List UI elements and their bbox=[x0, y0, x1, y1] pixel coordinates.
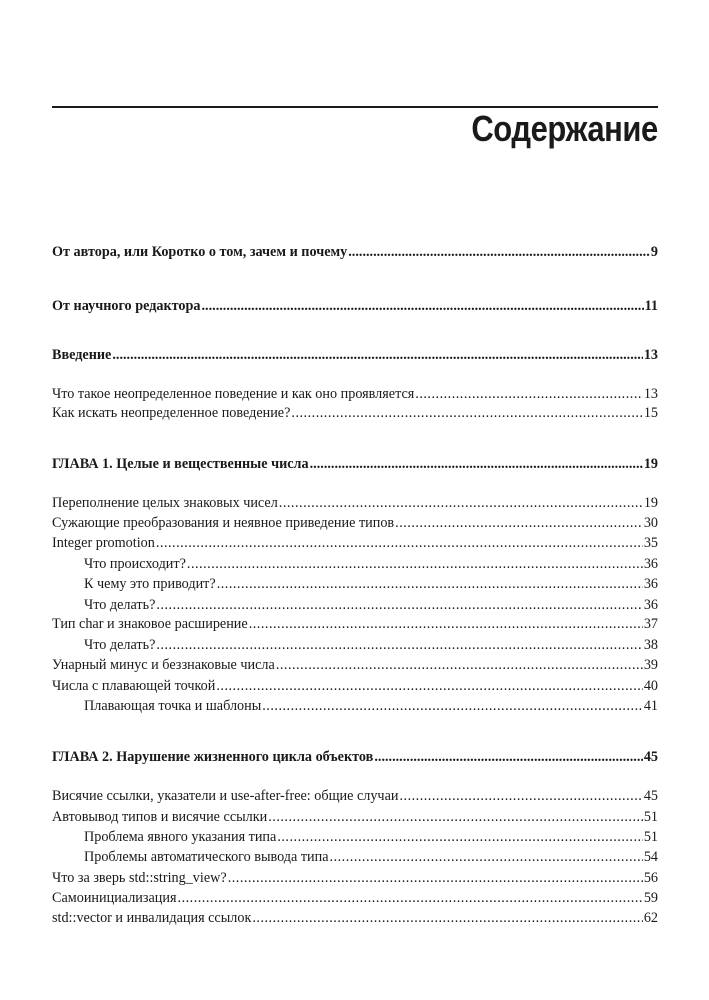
toc-entry[interactable] bbox=[52, 889, 658, 908]
toc-entry[interactable] bbox=[84, 828, 658, 847]
toc-entry-title: Висячие ссылки, указатели и use-after-free: общие случаи bbox=[52, 788, 399, 804]
toc-entry-page-number: 13 bbox=[643, 347, 658, 363]
toc-entry-page-number: 54 bbox=[643, 849, 658, 865]
toc-entry[interactable] bbox=[52, 615, 658, 634]
toc-entry-title: Что делать? bbox=[84, 597, 156, 613]
toc-entry[interactable] bbox=[52, 297, 658, 316]
dot-leader bbox=[112, 346, 642, 365]
toc-entry-title: ГЛАВА 2. Нарушение жизненного цикла объектов bbox=[52, 749, 374, 765]
toc-entry[interactable] bbox=[52, 808, 658, 827]
toc-entry-page-number: 35 bbox=[643, 535, 658, 551]
toc-entry-title: Что происходит? bbox=[84, 556, 186, 572]
toc-entry[interactable] bbox=[52, 869, 658, 888]
toc-entry-title: Что делать? bbox=[84, 637, 156, 653]
toc-entry[interactable] bbox=[52, 748, 658, 767]
dot-leader bbox=[291, 404, 642, 423]
toc-entry-page-number: 30 bbox=[643, 515, 658, 531]
dot-leader bbox=[216, 677, 642, 696]
toc-entry-page-number: 45 bbox=[643, 749, 658, 765]
dot-leader bbox=[156, 596, 642, 615]
dot-leader bbox=[330, 848, 643, 867]
toc-entry[interactable] bbox=[52, 243, 658, 262]
dot-leader bbox=[279, 494, 643, 513]
toc-entry-page-number: 39 bbox=[643, 657, 658, 673]
toc-entry-title: Плавающая точка и шаблоны bbox=[84, 698, 262, 714]
page-title: Содержание bbox=[471, 108, 658, 149]
toc-entry-page-number: 15 bbox=[643, 405, 658, 421]
toc-entry-page-number: 56 bbox=[643, 870, 658, 886]
toc-entry-page-number: 19 bbox=[643, 495, 658, 511]
toc-entry-page-number: 41 bbox=[643, 698, 658, 714]
toc-entry-title: Как искать неопределенное поведение? bbox=[52, 405, 291, 421]
dot-leader bbox=[178, 889, 643, 908]
toc-entry[interactable] bbox=[52, 656, 658, 675]
dot-leader bbox=[228, 869, 643, 888]
dot-leader bbox=[415, 385, 643, 404]
toc-entry-title: Проблемы автоматического вывода типа bbox=[84, 849, 329, 865]
toc-entry[interactable] bbox=[52, 677, 658, 696]
toc-entry-title: Что за зверь std::string_view? bbox=[52, 870, 227, 886]
toc-entry-title: ГЛАВА 1. Целые и вещественные числа bbox=[52, 456, 309, 472]
toc-entry-page-number: 62 bbox=[643, 910, 658, 926]
toc-entry-title: Тип char и знаковое расширение bbox=[52, 616, 248, 632]
dot-leader bbox=[156, 636, 642, 655]
dot-leader bbox=[262, 697, 643, 716]
toc-entry[interactable] bbox=[84, 555, 658, 574]
toc-entry[interactable] bbox=[84, 697, 658, 716]
toc-entry[interactable] bbox=[84, 575, 658, 594]
toc-entry[interactable] bbox=[52, 455, 658, 474]
toc-entry[interactable] bbox=[52, 346, 658, 365]
toc-entry[interactable] bbox=[52, 404, 658, 423]
toc-entry-page-number: 19 bbox=[643, 456, 658, 472]
toc-entry-page-number: 36 bbox=[643, 576, 658, 592]
dot-leader bbox=[187, 555, 643, 574]
dot-leader bbox=[374, 748, 642, 767]
toc-entry-title: Проблема явного указания типа bbox=[84, 829, 277, 845]
toc-entry-title: Integer promotion bbox=[52, 535, 155, 551]
toc-entry[interactable] bbox=[52, 494, 658, 513]
dot-leader bbox=[217, 575, 643, 594]
toc-entry[interactable] bbox=[84, 848, 658, 867]
toc-entry-page-number: 13 bbox=[643, 386, 658, 402]
toc-entry-title: Самоинициализация bbox=[52, 890, 177, 906]
toc-entry-title: std::vector и инвалидация ссылок bbox=[52, 910, 252, 926]
toc-entry-page-number: 11 bbox=[644, 298, 658, 314]
toc-entry-title: К чему это приводит? bbox=[84, 576, 216, 592]
toc-entry-page-number: 45 bbox=[643, 788, 658, 804]
toc-entry-page-number: 38 bbox=[643, 637, 658, 653]
toc-entry[interactable] bbox=[52, 787, 658, 806]
toc-entry-page-number: 37 bbox=[643, 616, 658, 632]
toc-entry[interactable] bbox=[84, 636, 658, 655]
toc-entry-page-number: 9 bbox=[650, 244, 658, 260]
dot-leader bbox=[249, 615, 643, 634]
toc-entry-title: Введение bbox=[52, 347, 112, 363]
toc-entry-title: Числа с плавающей точкой bbox=[52, 678, 216, 694]
dot-leader bbox=[252, 909, 642, 928]
dot-leader bbox=[276, 656, 643, 675]
toc-entry-title: Переполнение целых знаковых чисел bbox=[52, 495, 278, 511]
toc-entry-title: От автора, или Коротко о том, зачем и почему bbox=[52, 244, 348, 260]
dot-leader bbox=[348, 243, 650, 262]
toc-entry-page-number: 51 bbox=[643, 829, 658, 845]
dot-leader bbox=[277, 828, 642, 847]
toc-entry-page-number: 40 bbox=[643, 678, 658, 694]
toc-entry[interactable] bbox=[52, 385, 658, 404]
dot-leader bbox=[268, 808, 643, 827]
toc-entry-page-number: 51 bbox=[643, 809, 658, 825]
toc-entry[interactable] bbox=[52, 534, 658, 553]
toc-entry[interactable] bbox=[52, 514, 658, 533]
toc-entry[interactable] bbox=[52, 909, 658, 928]
toc-entry-title: Унарный минус и беззнаковые числа bbox=[52, 657, 275, 673]
toc-entry-title: Сужающие преобразования и неявное приведение типов bbox=[52, 515, 395, 531]
toc-entry[interactable] bbox=[84, 596, 658, 615]
toc-entry-title: Автовывод типов и висячие ссылки bbox=[52, 809, 268, 825]
toc-entry-page-number: 36 bbox=[643, 597, 658, 613]
dot-leader bbox=[395, 514, 643, 533]
dot-leader bbox=[156, 534, 643, 553]
dot-leader bbox=[399, 787, 642, 806]
toc-entry-page-number: 59 bbox=[643, 890, 658, 906]
toc-entry-page-number: 36 bbox=[643, 556, 658, 572]
toc-entry-title: От научного редактора bbox=[52, 298, 201, 314]
dot-leader bbox=[310, 455, 643, 474]
toc-entry-title: Что такое неопределенное поведение и как оно проявляется bbox=[52, 386, 415, 402]
dot-leader bbox=[202, 297, 644, 316]
